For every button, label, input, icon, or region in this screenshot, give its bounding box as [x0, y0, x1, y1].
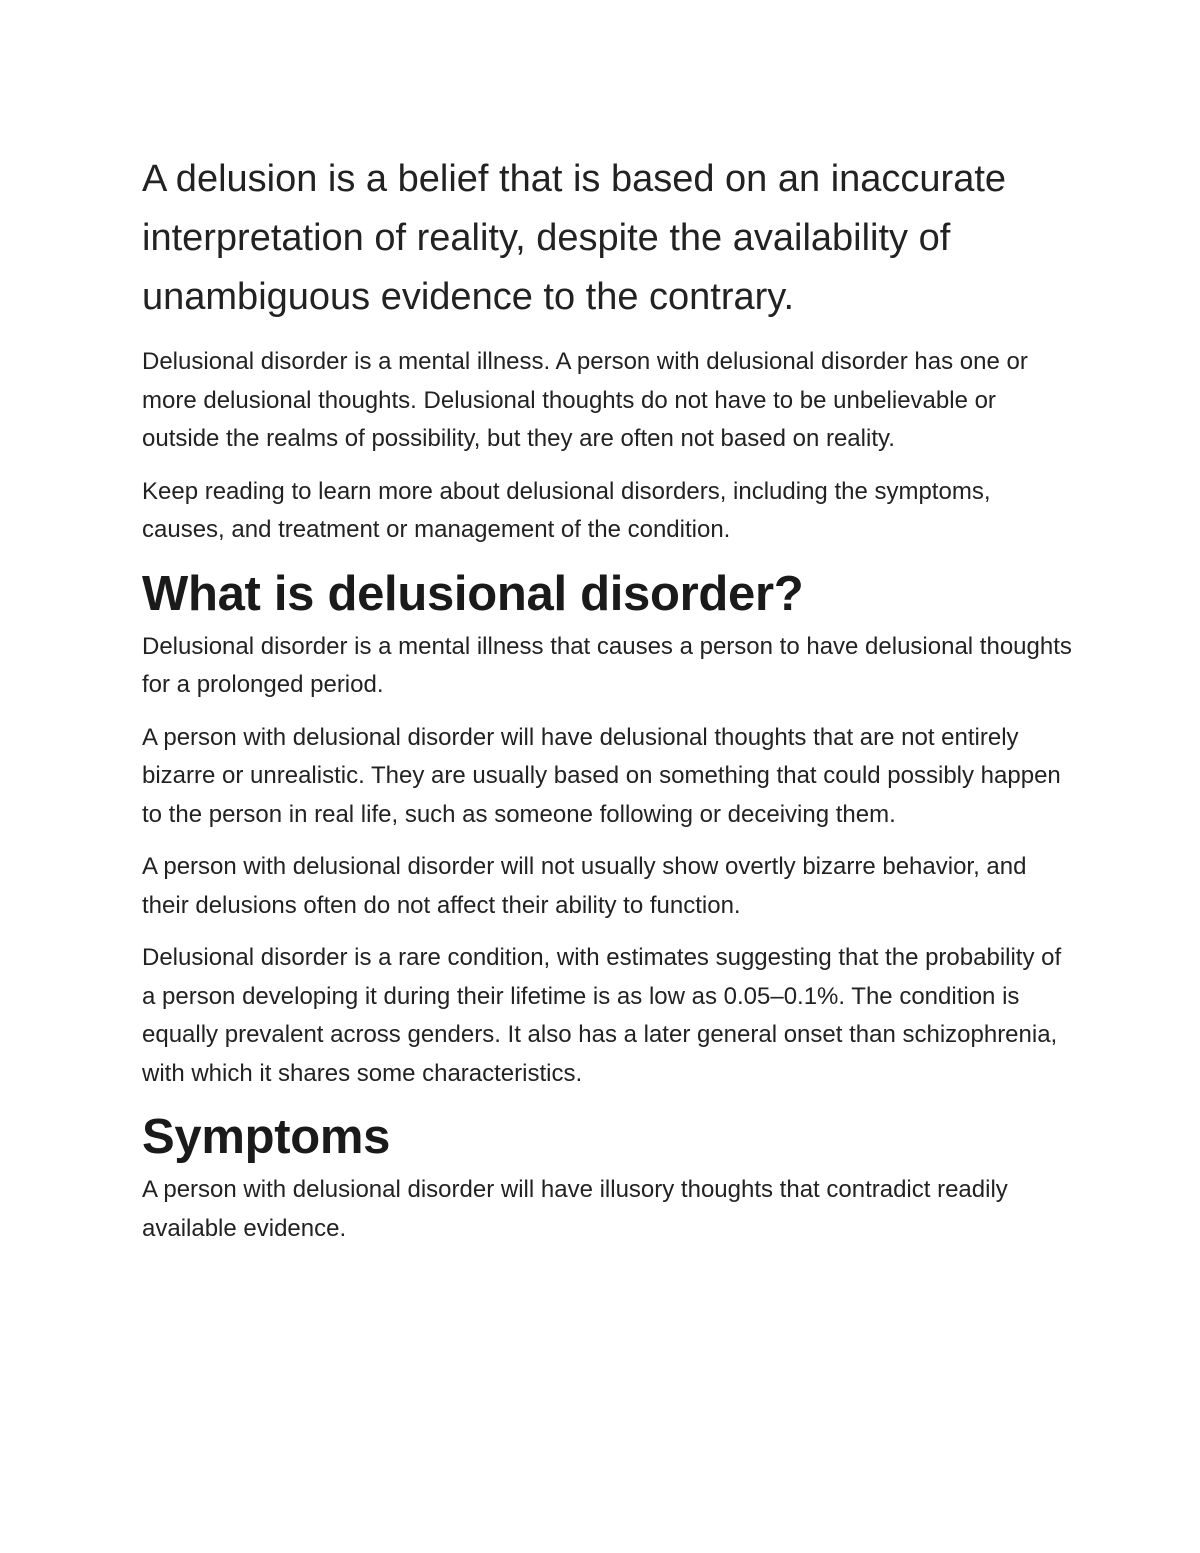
section-paragraph: Delusional disorder is a rare condition, with estimates suggesting that the probability of a person developing it during their lifetime is as low as 0.05–0.1%. The condition is equally prevalent across genders. It also has a later general onset than schizophrenia, with which it shares some characteristics.	[142, 944, 1062, 1087]
section-paragraph: A person with delusional disorder will have delusional thoughts that are not entirely bizarre or unrealistic. They are usually based on something that could possibly happen to the person in real life, such as someone following or deceiving them.	[142, 723, 1061, 828]
section-paragraph: A person with delusional disorder will have illusory thoughts that contradict readily available evidence.	[142, 1176, 1008, 1242]
section-paragraph: A person with delusional disorder will not usually show overtly bizarre behavior, and their delusions often do not affect their ability to function.	[142, 853, 1027, 919]
intro-paragraph: Keep reading to learn more about delusional disorders, including the symptoms, causes, and treatment or management of the condition.	[142, 477, 991, 543]
section-paragraph: Delusional disorder is a mental illness that causes a person to have delusional thoughts for a prolonged period.	[142, 632, 1072, 698]
lead-paragraph: A delusion is a belief that is based on an inaccurate interpretation of reality, despite the availability of unambiguous evidence to the contrary.	[142, 158, 1007, 318]
section-heading-what-is: What is delusional disorder?	[142, 566, 804, 621]
article-body	[142, 150, 1072, 1262]
section-heading-symptoms: Symptoms	[142, 1110, 391, 1164]
intro-paragraph: Delusional disorder is a mental illness. A person with delusional disorder has one or more delusional thoughts. Delusional thoughts do not have to be unbelievable or outside the realms of possibility, but they are often not based on reality.	[142, 348, 1028, 452]
